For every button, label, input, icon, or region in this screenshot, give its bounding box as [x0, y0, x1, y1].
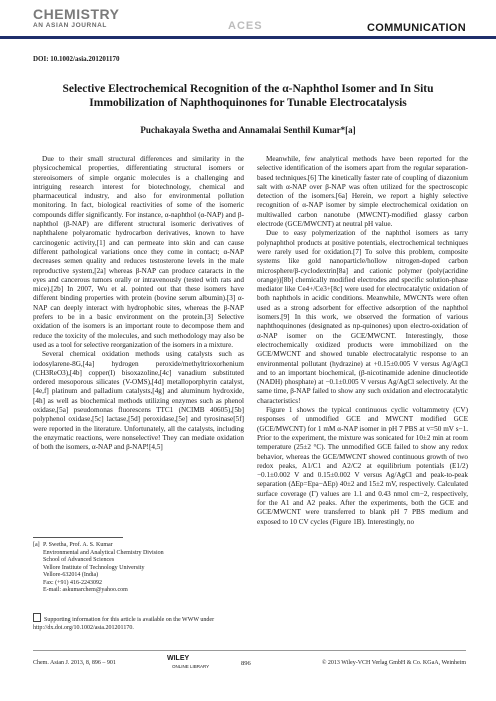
affiliation-line: Fax: (+91) 416-2243092 — [43, 579, 103, 586]
affiliation-line: School of Advanced Sciences — [43, 557, 115, 563]
document-icon — [33, 613, 41, 622]
header-rule — [0, 36, 496, 39]
paragraph: Due to their small structural differences and similarity in the physicochemical properties, differentiating structural isomers or stereoisomers of simple organic molecules is a challenging and intriguing research interest for biotechnology, chemical and pharmaceutical industry, and also for environmental pollution monitoring. In fact, biological reactivities of some of the isomeric compounds differ significantly. For instance, α-naphthol (α-NAP) and β-naphthol (β-NAP) are different structural isomeric derivatives of naphthalene polyaromatic hydrocarbon derivatives, known to have carcinogenic activity,[1] and can permeate into skin and can cause different pathological variations once they come in contact; α-NAP decreases semen quality and reduces testosterone levels in the male reproductive system,[2a] whereas β-NAP can produce cataracts in the eyes and cancerous tumors orally or intravenously (tested with rats and mice).[2b] In 2007, Wu et al. pointed out that these isomers have different binding properties with protein (bovine serum albumin).[3] α-NAP can deeply interact with hydrophobic sites, whereas the β-NAP prefers to be in a basic environment on the protein.[3] Selective oxidation of the isomers is an important route to decompose them and reduce the toxicity of the molecules, and such methodology may also be used as a tool for selective reorganization of the isomers in a mixture. — [33, 155, 244, 349]
doi: DOI: 10.1002/asia.201201170 — [33, 55, 120, 63]
copyright: © 2013 Wiley-VCH Verlag GmbH & Co. KGaA, Weinheim — [321, 660, 466, 666]
article-title: Selective Electrochemical Recognition of the α-Naphthol Isomer and In Situ Immobilization of Naphthoquinones for Tunable Electrocatalysis — [62, 83, 434, 109]
page-number: 896 — [241, 660, 251, 667]
aces-logo: ACES — [228, 20, 263, 32]
footnote-rule — [33, 537, 123, 538]
footnote-mark: [a] — [33, 542, 40, 548]
footer-rule — [33, 650, 466, 651]
journal-logo: CHEMISTRY — [33, 6, 120, 22]
affiliation-line: Environmental and Analytical Chemistry Division — [43, 549, 164, 556]
citation: Chem. Asian J. 2013, 8, 896 – 901 — [33, 660, 116, 666]
affiliation-line: P. Swetha, Prof. A. S. Kumar — [43, 542, 113, 548]
left-column — [33, 155, 244, 453]
wiley-logo-subtitle: ONLINE LIBRARY — [172, 664, 210, 669]
section-label: COMMUNICATION — [366, 22, 466, 34]
paragraph: Figure 1 shows the typical continuous cyclic voltammetry (CV) responses of unmodified GCE and MWCNT modified GCE (GCE/MWCNT) for 1 mM α-NAP isomer in pH 7 PBS at v=50 mV s−1. Prior to the experiment, the mixture was sonicated for 10±2 min at room temperature (25±2 °C). The unmodified GCE failed to show any redox behavior, whereas the GCE/MWCNT showed continuous growth of two redox peaks, A1/C1 and A2/C2 at equilibrium potentials (E1/2) −0.1±0.002 V and 0.15±0.002 V versus Ag/AgCl and peak-to-peak separation (ΔEp=Epa−ΔEp) 40±2 and 15±2 mV, respectively. Calculated surface coverage (Γ) values are 1.1 and 0.43 nmol cm−2, respectively, for the A1 and A2 peaks. After the experiments, both the GCE and GCE/MWCNT were transferred to blank pH 7 PBS medium and exposed to 10 CV cycles (Figure 1B). Interestingly, no — [257, 406, 468, 526]
email-line: E-mail: askumarchem@yahoo.com — [43, 587, 128, 593]
right-column — [257, 155, 468, 527]
affiliation-footnote — [33, 542, 244, 595]
paragraph: Several chemical oxidation methods using catalysts such as iodosylarene-8G,[4a] hydrogen peroxide/methyltrioxorhenium (CH3ReO3),[4b] copper(I) bisoxazoline,[4c] vanadium substituted ordered mesoporous silicates (V-OMS),[4d] metalloporphyrin catalyst,[4e,f] platinum and palladium catalysts,[4g] and aluminum hydroxide,[4h] as well as biochemical methods utilizing enzymes such as phenol oxidase,[5a] pseudomonas fluorescens TTC1 (NCIMB 40605),[5b] polyphenol oxidase,[5c] lactase,[5d] peroxidase,[5e] and tyrosinase[5f] were reported in the literature. Unfortunately, all the catalysts, including the enzymatic reactions, were nonselective! They can mediate oxidation of both the isomers, α-NAP and β-NAP![4,5] — [33, 350, 244, 452]
paragraph: Meanwhile, few analytical methods have been reported for the selective identification of the isomers apart from the regular separation-based techniques.[6] The kinetically faster rate of coupling of diazonium salt with α-NAP over β-NAP was often utilized for the spectroscopic detection of the isomers.[6a] Herein, we report a highly selective recognition of α-NAP isomer by simple electrochemical oxidation on multiwalled carbon nanotube (MWCNT)-modified glassy carbon electrode (GCE/MWCNT) at neutral pH value. — [257, 155, 468, 229]
paragraph: Due to easy polymerization of the naphthol isomers as tarry polynaphthol products at positive potentials, electrochemical techniques were rarely used for oxidation.[7] To solve this problem, composite systems like gold nanoparticle/hollow nitrogen-doped carbon microsphere/β-cyclodextrin[8a] and cationic polymer (poly(acridine orange))[8b] chemically modified electrodes and specific solution-phase mediator like Ce4+/Ce3+[8c] were used for electrocatalytic oxidation of both naphthols in acidic conditions. Meanwhile, MWCNTs were often used as a strong adsorbent for effective adsorption of the naphthol isomers.[9] In this work, we observed the formation of various naphthoquinones (designated as np-quinones) upon electro-oxidation of α-NAP isomer on the GCE/MWCNT. Interestingly, those electrochemically oxidized products were immobilized on the GCE/MWCNT and showed tunable electrocatalytic response to an environmental pollutant (hydrazine) at +0.15±0.005 V versus Ag/AgCl and to an important biochemical, (β-nicotinamide adenine dinucleotide (NADH) phosphate) at −0.1±0.005 V versus Ag/AgCl selectively. At the same time, β-NAP failed to show any such oxidation and electrocatalytic characteristics! — [257, 229, 468, 405]
journal-header — [0, 0, 496, 40]
supporting-info-text: Supporting information for this article is available on the WWW under http://dx.doi.org/10.1002/asia.201201170. — [33, 617, 215, 631]
authors: Puchakayala Swetha and Annamalai Senthil Kumar*[a] — [140, 125, 356, 135]
journal-subtitle: AN ASIAN JOURNAL — [33, 22, 107, 29]
affiliation-line: Vellore-632014 (India) — [43, 572, 99, 578]
wiley-logo: WILEY — [167, 655, 190, 662]
affiliation-line: Vellore Institute of Technology University — [43, 564, 145, 571]
supporting-info — [33, 613, 244, 632]
